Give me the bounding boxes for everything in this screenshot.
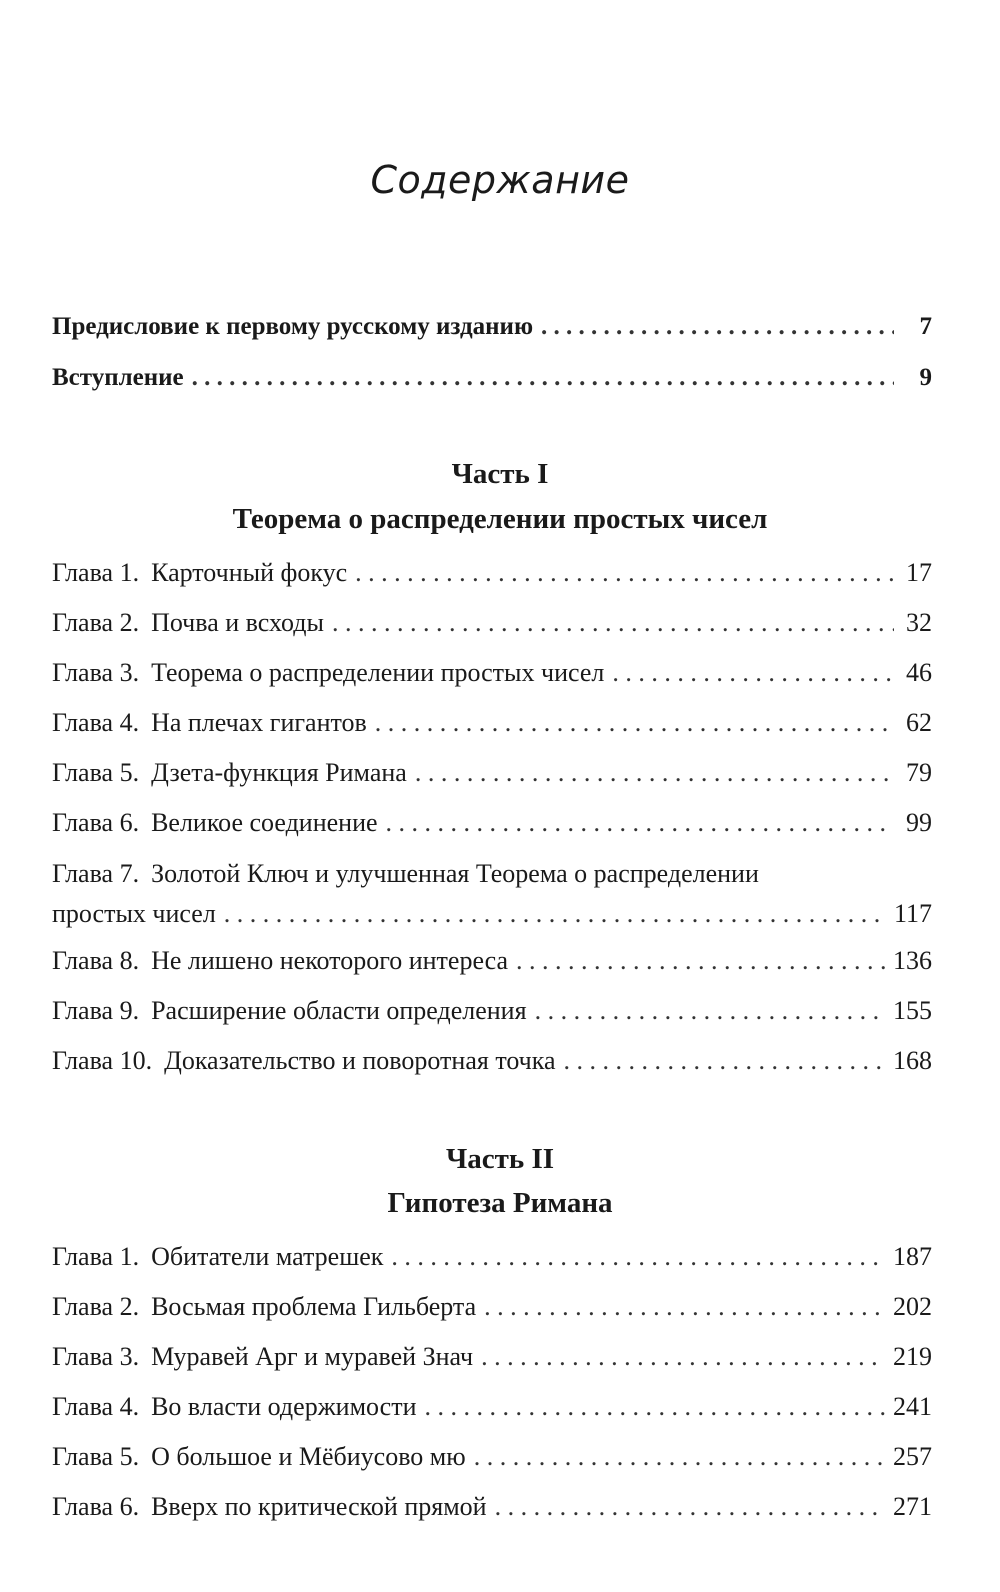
leader-dots [541,310,894,344]
toc-entry[interactable] [52,1044,932,1078]
toc-entry[interactable] [52,1340,932,1374]
chapter-title: О большое и Мёбиусово мю [151,1442,466,1471]
page-number: 7 [919,313,932,340]
chapter-title: Вверх по критической прямой [151,1492,487,1521]
part-title: Гипотеза Римана [387,1187,613,1219]
chapter-number: Глава 1. [52,1242,140,1271]
entry-label [52,656,604,690]
chapter-number: Глава 2. [52,1292,140,1321]
leader-dots [415,756,894,790]
page-number: 17 [906,558,932,587]
toc-entry[interactable] [52,806,932,840]
toc-entry[interactable] [52,606,932,640]
chapter-title: Дзета-функция Римана [151,758,407,787]
entry-label [52,994,527,1028]
chapter-number: Глава 10. [52,1046,153,1075]
leader-dots [481,1340,885,1374]
leader-dots [425,1390,886,1424]
chapter-number: Глава 3. [52,658,140,687]
entry-label [52,1490,487,1524]
chapter-title: На плечах гигантов [151,708,367,737]
chapter-title: Великое соединение [151,808,378,837]
toc-entry[interactable] [52,994,932,1028]
page-number: 9 [919,364,932,391]
leader-dots [375,706,894,740]
page-number: 136 [893,946,932,975]
page-number: 46 [906,658,932,687]
page-number: 62 [906,708,932,737]
page-number: 219 [893,1342,932,1371]
chapter-number: Глава 4. [52,1392,140,1421]
entry-label [52,1240,383,1274]
chapter-title: Почва и всходы [151,608,324,637]
chapter-number: Глава 1. [52,558,140,587]
entry-label [52,706,367,740]
entry-label [52,556,347,590]
chapter-number: Глава 5. [52,1442,140,1471]
page-number: 117 [893,899,932,928]
page-number: 202 [893,1292,932,1321]
toc-entry[interactable] [52,1490,932,1524]
toc-entry[interactable] [52,854,932,934]
chapter-number: Глава 5. [52,758,140,787]
part-title: Теорема о распределении простых чисел [232,503,768,535]
leader-dots [391,1240,885,1274]
toc-entry[interactable] [52,944,932,978]
chapter-number: Глава 8. [52,946,140,975]
chapter-number: Глава 4. [52,708,140,737]
page-number: 257 [893,1442,932,1471]
chapter-number: Глава 7. [52,859,140,888]
entry-label [52,756,407,790]
entry-label [52,944,508,978]
page-number: 99 [906,808,932,837]
part-label: Часть II [445,1143,555,1175]
page-number: 155 [893,996,932,1025]
page-number: 187 [893,1242,932,1271]
leader-dots [612,656,894,690]
leader-dots [355,556,894,590]
entry-label [52,1044,556,1078]
page-number: 168 [893,1046,932,1075]
entry-label [52,1390,417,1424]
entry-label [52,1290,476,1324]
toc-entry[interactable] [52,656,932,690]
leader-dots [516,944,885,978]
leader-dots [332,606,894,640]
chapter-title: Во власти одержимости [151,1392,417,1421]
chapter-title: Доказательство и поворотная точка [164,1046,556,1075]
page-number: 271 [893,1492,932,1521]
toc-entry[interactable] [52,1390,932,1424]
chapter-number: Глава 6. [52,808,140,837]
page-number: 241 [893,1392,932,1421]
part-label: Часть I [451,458,549,490]
chapter-title: Теорема о распределении простых чисел [151,658,605,687]
entry-label: Вступление [52,364,184,391]
page-number: 79 [906,758,932,787]
chapter-number: Глава 9. [52,996,140,1025]
leader-dots [474,1440,885,1474]
entry-label [52,1440,466,1474]
page-number: 32 [906,608,932,637]
chapter-title-continued: простых чисел [52,899,216,928]
chapter-number: Глава 6. [52,1492,140,1521]
chapter-title: Восьмая проблема Гильберта [151,1292,477,1321]
toc-entry-preface[interactable] [52,310,932,344]
chapter-number: Глава 3. [52,1342,140,1371]
chapter-title: Не лишено некоторого интереса [151,946,509,975]
toc-entry[interactable] [52,706,932,740]
toc-entry-intro[interactable] [52,361,932,395]
leader-dots [192,361,894,395]
entry-label [52,606,324,640]
chapter-title: Обитатели матрешек [151,1242,384,1271]
entry-label: Предисловие к первому русскому изданию [52,313,534,340]
toc-entry[interactable] [52,1440,932,1474]
entry-label [52,854,932,894]
leader-dots [224,894,886,934]
entry-label [52,1340,473,1374]
chapter-title: Золотой Ключ и улучшенная Теорема о распределении [151,859,759,888]
toc-entry[interactable] [52,756,932,790]
toc-entry[interactable] [52,1290,932,1324]
leader-dots [495,1490,885,1524]
toc-entry[interactable] [52,1240,932,1274]
entry-label [52,806,378,840]
leader-dots [535,994,885,1028]
leader-dots [564,1044,885,1078]
leader-dots [484,1290,885,1324]
toc-entry[interactable] [52,556,932,590]
chapter-number: Глава 2. [52,608,140,637]
page-title: Содержание [370,158,630,202]
chapter-title: Карточный фокус [151,558,348,587]
chapter-title: Расширение области определения [151,996,527,1025]
leader-dots [386,806,894,840]
chapter-title: Муравей Арг и муравей Знач [151,1342,474,1371]
